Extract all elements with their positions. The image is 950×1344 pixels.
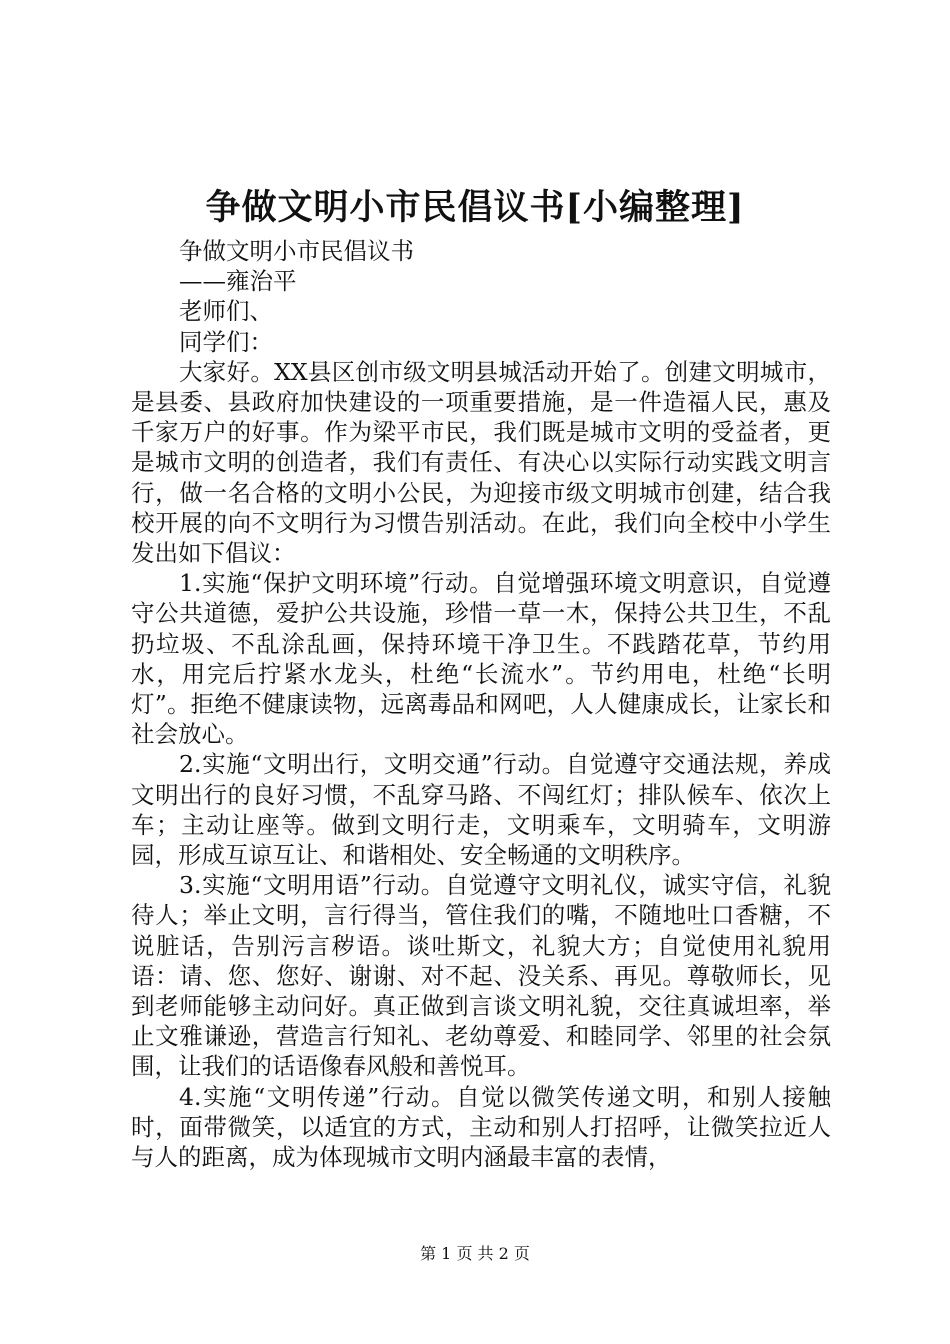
greeting-teachers: 老师们、 <box>179 297 273 326</box>
document-author: ——雍治平 <box>179 267 297 296</box>
document-body <box>131 236 831 1172</box>
paragraph-item-1: 1.实施“保护文明环境”行动。自觉增强环境文明意识，自觉遵守公共道德，爱护公共设施，珍惜一草一木，保持公共卫生，不乱扔垃圾、不乱涂乱画，保持环境干净卫生。不践踏花草，节约用水，用完后拧紧水龙头，杜绝“长流水”。节约用电，杜绝“长明灯”。拒绝不健康读物，远离毒品和网吧，人人健康成长，让家长和社会放心。 <box>131 569 831 749</box>
paragraph-item-3: 3.实施“文明用语”行动。自觉遵守文明礼仪，诚实守信，礼貌待人；举止文明，言行得当，管住我们的嘴，不随地吐口香糖，不说脏话，告别污言秽语。谈吐斯文，礼貌大方；自觉使用礼貌用语：请、您、您好、谢谢、对不起、没关系、再见。尊敬师长，见到老师能够主动问好。真正做到言谈文明礼貌，交往真诚坦率，举止文雅谦逊，营造言行知礼、老幼尊爱、和睦同学、邻里的社会氛围，让我们的话语像春风般和善悦耳。 <box>131 871 831 1081</box>
greeting-students: 同学们： <box>179 327 273 356</box>
paragraph-item-4: 4.实施“文明传递”行动。自觉以微笑传递文明，和别人接触时，面带微笑，以适宜的方式，主动和别人打招呼，让微笑拉近人与人的距离，成为体现城市文明内涵最丰富的表情， <box>131 1082 831 1172</box>
document-subtitle: 争做文明小市民倡议书 <box>179 237 414 265</box>
page-number: 第 1 页 共 2 页 <box>420 1244 530 1263</box>
document-title: 争做文明小市民倡议书[小编整理] <box>205 187 745 228</box>
paragraph-item-2: 2.实施“文明出行，文明交通”行动。自觉遵守交通法规，养成文明出行的良好习惯，不乱穿马路、不闯红灯；排队候车、依次上车；主动让座等。做到文明行走，文明乘车，文明骑车，文明游园，形成互谅互让、和谐相处、安全畅通的文明秩序。 <box>131 750 831 870</box>
paragraph-intro: 大家好。XX县区创市级文明县城活动开始了。创建文明城市，是县委、县政府加快建设的一项重要措施，是一件造福人民，惠及千家万户的好事。作为梁平市民，我们既是城市文明的受益者，更是城市文明的创造者，我们有责任、有决心以实际行动实践文明言行，做一名合格的文明小公民，为迎接市级文明城市创建，结合我校开展的向不文明行为习惯告别活动。在此，我们向全校中小学生发出如下倡议： <box>131 357 831 568</box>
